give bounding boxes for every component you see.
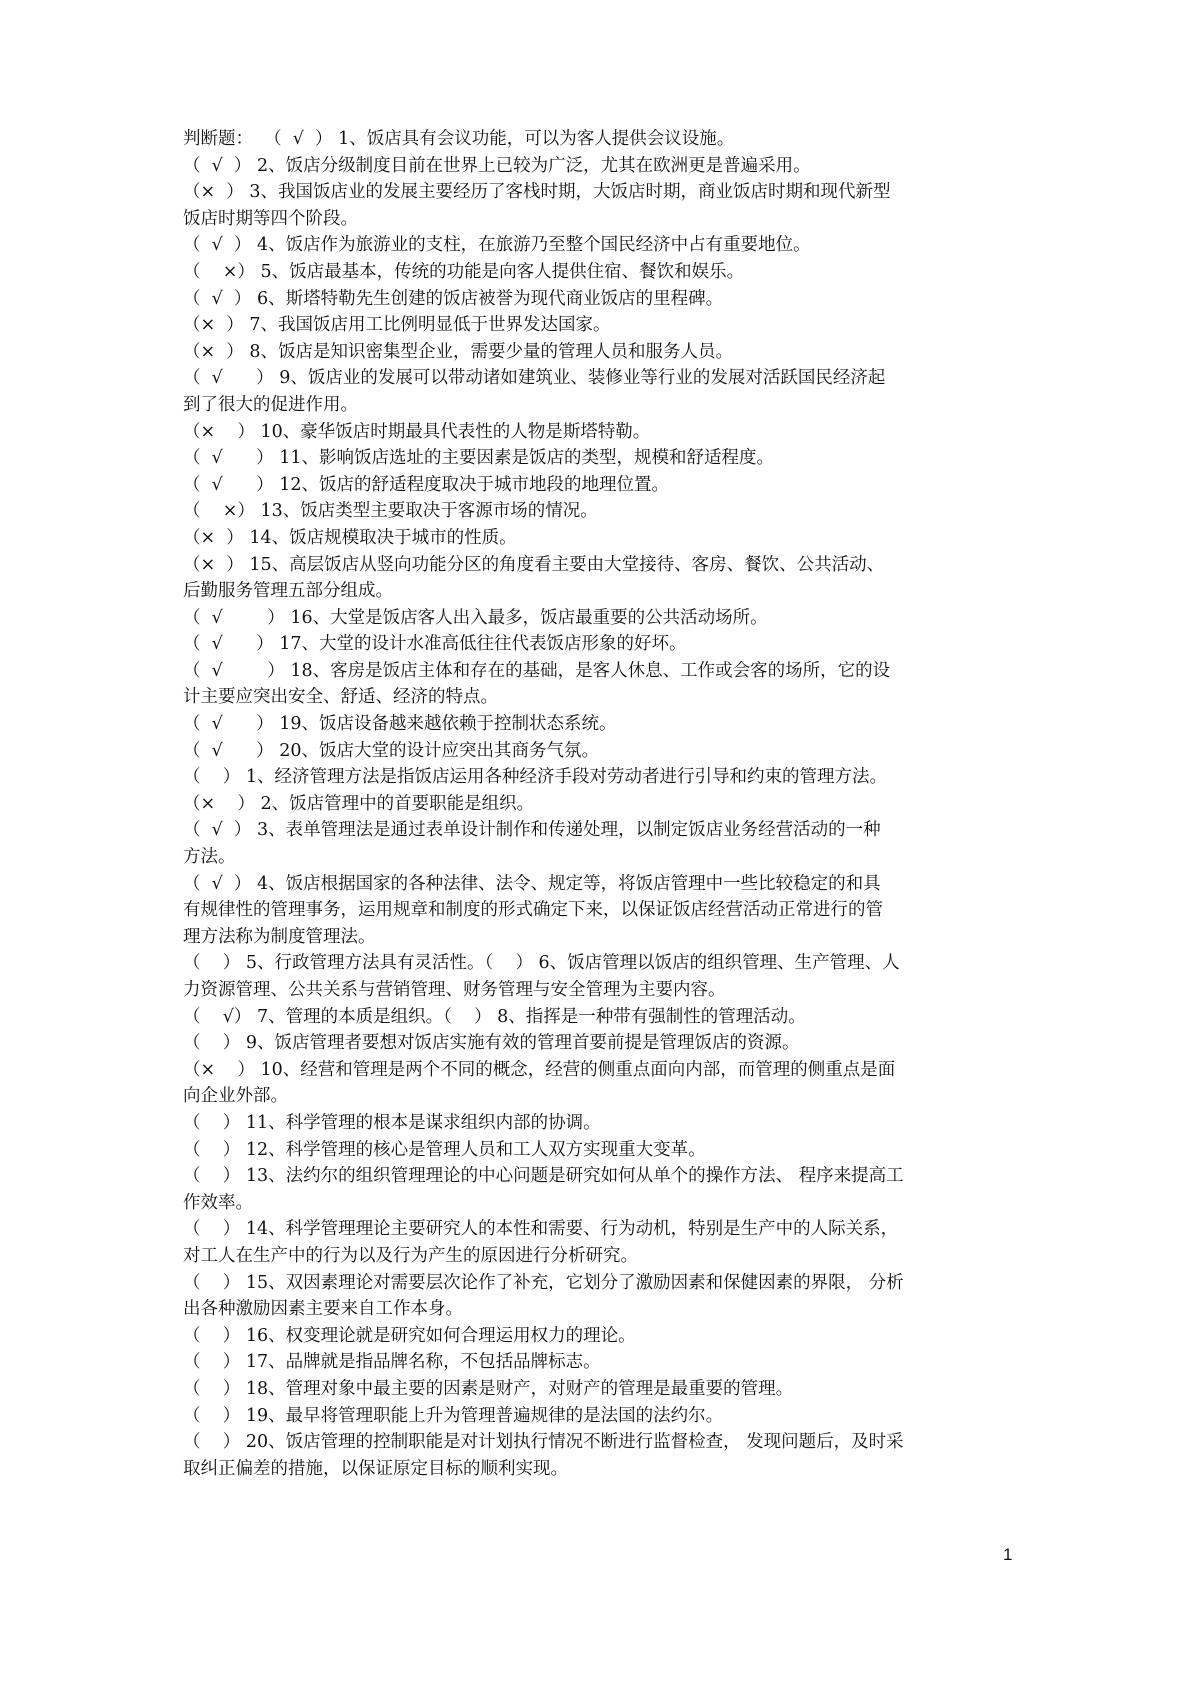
- text-line: （ ×） 5、饭店最基本，传统的功能是向客人提供住宿、餐饮和娱乐。: [183, 261, 745, 282]
- text-line: （ ） 14、科学管理理论主要研究人的本性和需要、行为动机，特别是生产中的人际关系，: [183, 1219, 899, 1240]
- text-line: （ √ ） 3、表单管理法是通过表单设计制作和传递处理，以制定饭店业务经营活动的一种: [183, 820, 881, 841]
- text-line: （ √） 7、管理的本质是组织。（ ） 8、指挥是一种带有强制性的管理活动。: [183, 1006, 806, 1027]
- text-line: （ √ ） 18、客房是饭店主体和存在的基础，是客人休息、工作或会客的场所，它的设: [183, 660, 891, 681]
- text-line: （ ） 5、行政管理方法具有灵活性。（ ） 6、饭店管理以饭店的组织管理、生产管理、人: [183, 953, 900, 974]
- text-line: （× ） 3、我国饭店业的发展主要经历了客栈时期，大饭店时期，商业饭店时期和现代新型: [183, 182, 891, 203]
- text-line: （ √ ） 4、饭店根据国家的各种法律、法令、规定等，将饭店管理中一些比较稳定的和具: [183, 873, 881, 894]
- text-line: （ ） 18、管理对象中最主要的因素是财产，对财产的管理是最重要的管理。: [183, 1378, 794, 1399]
- text-line: （ √ ） 16、大堂是饭店客人出入最多，饭店最重要的公共活动场所。: [183, 607, 768, 628]
- text-line: 到了很大的促进作用。: [183, 394, 358, 415]
- text-line: （ ） 9、饭店管理者要想对饭店实施有效的管理首要前提是管理饭店的资源。: [183, 1033, 800, 1054]
- page-number: 1: [1003, 1545, 1013, 1564]
- text-line: （ ） 15、双因素理论对需要层次论作了补充，它划分了激励因素和保健因素的界限， 分析: [183, 1272, 904, 1293]
- text-line: （ √ ） 9、饭店业的发展可以带动诸如建筑业、装修业等行业的发展对活跃国民经济起: [183, 368, 886, 389]
- text-line: （ ） 19、最早将管理职能上升为管理普遍规律的是法国的法约尔。: [183, 1405, 724, 1426]
- text-line: 对工人在生产中的行为以及行为产生的原因进行分析研究。: [183, 1245, 638, 1266]
- text-line: （× ） 8、饭店是知识密集型企业，需要少量的管理人员和服务人员。: [183, 341, 733, 362]
- text-line: （× ） 2、饭店管理中的首要职能是组织。: [183, 793, 535, 814]
- text-line: （× ） 10、经营和管理是两个不同的概念，经营的侧重点面向内部，而管理的侧重点是面: [183, 1059, 896, 1080]
- text-line: （ √ ） 4、饭店作为旅游业的支柱，在旅游乃至整个国民经济中占有重要地位。: [183, 235, 811, 256]
- text-line: 理方法称为制度管理法。: [183, 926, 376, 947]
- text-line: （ ） 12、科学管理的核心是管理人员和工人双方实现重大变革。: [183, 1139, 706, 1160]
- text-line: 向企业外部。: [183, 1086, 288, 1107]
- text-line: （× ） 15、高层饭店从竖向功能分区的角度看主要由大堂接待、客房、餐饮、公共活动、: [183, 554, 885, 575]
- text-line: 方法。: [183, 847, 236, 868]
- text-line: （ √ ） 2、饭店分级制度目前在世界上已较为广泛，尤其在欧洲更是普遍采用。: [183, 155, 811, 176]
- text-line: （× ） 14、饭店规模取决于城市的性质。: [183, 527, 517, 548]
- text-line: 力资源管理、公共关系与营销管理、财务管理与安全管理为主要内容。: [183, 980, 726, 1000]
- text-line: （ √ ） 20、饭店大堂的设计应突出其商务气氛。: [183, 740, 599, 761]
- text-line: 有规律性的管理事务，运用规章和制度的形式确定下来，以保证饭店经营活动正常进行的管: [183, 900, 883, 921]
- text-line: （ √ ） 11、影响饭店选址的主要因素是饭店的类型，规模和舒适程度。: [183, 448, 774, 469]
- text-line: 判断题： （ √ ） 1、饭店具有会议功能，可以为客人提供会议设施。: [183, 129, 735, 149]
- text-line: （ √ ） 6、斯塔特勒先生创建的饭店被誉为现代商业饭店的里程碑。: [183, 288, 724, 309]
- text-line: 饭店时期等四个阶段。: [183, 208, 358, 229]
- text-line: （ ） 13、法约尔的组织管理理论的中心问题是研究如何从单个的操作方法、 程序来提高工: [183, 1166, 904, 1187]
- text-line: （ ×） 13、饭店类型主要取决于客源市场的情况。: [183, 501, 598, 522]
- text-line: （ ） 1、经济管理方法是指饭店运用各种经济手段对劳动者进行引导和约束的管理方法。: [183, 767, 887, 788]
- text-line: 出各种激励因素主要来自工作本身。: [183, 1299, 463, 1320]
- text-line: （ ） 17、品牌就是指品牌名称，不包括品牌标志。: [183, 1352, 601, 1373]
- document-body: [183, 126, 1018, 1482]
- text-line: 计主要应突出安全、舒适、经济的特点。: [183, 687, 498, 708]
- text-line: （ ） 20、饭店管理的控制职能是对计划执行情况不断进行监督检查， 发现问题后，及时采: [183, 1432, 904, 1453]
- text-line: （× ） 10、豪华饭店时期最具代表性的人物是斯塔特勒。: [183, 421, 651, 442]
- text-line: （ √ ） 12、饭店的舒适程度取决于城市地段的地理位置。: [183, 474, 669, 495]
- text-line: （ √ ） 19、饭店设备越来越依赖于控制状态系统。: [183, 714, 617, 735]
- text-line: 取纠正偏差的措施，以保证原定目标的顺利实现。: [183, 1458, 568, 1479]
- text-line: （× ） 7、我国饭店用工比例明显低于世界发达国家。: [183, 315, 611, 336]
- text-line: （ ） 16、权变理论就是研究如何合理运用权力的理论。: [183, 1325, 636, 1346]
- text-line: 作效率。: [183, 1192, 253, 1213]
- text-line: （ √ ） 17、大堂的设计水准高低往往代表饭店形象的好坏。: [183, 634, 687, 655]
- text-line: （ ） 11、科学管理的根本是谋求组织内部的协调。: [183, 1112, 601, 1133]
- text-line: 后勤服务管理五部分组成。: [183, 581, 393, 602]
